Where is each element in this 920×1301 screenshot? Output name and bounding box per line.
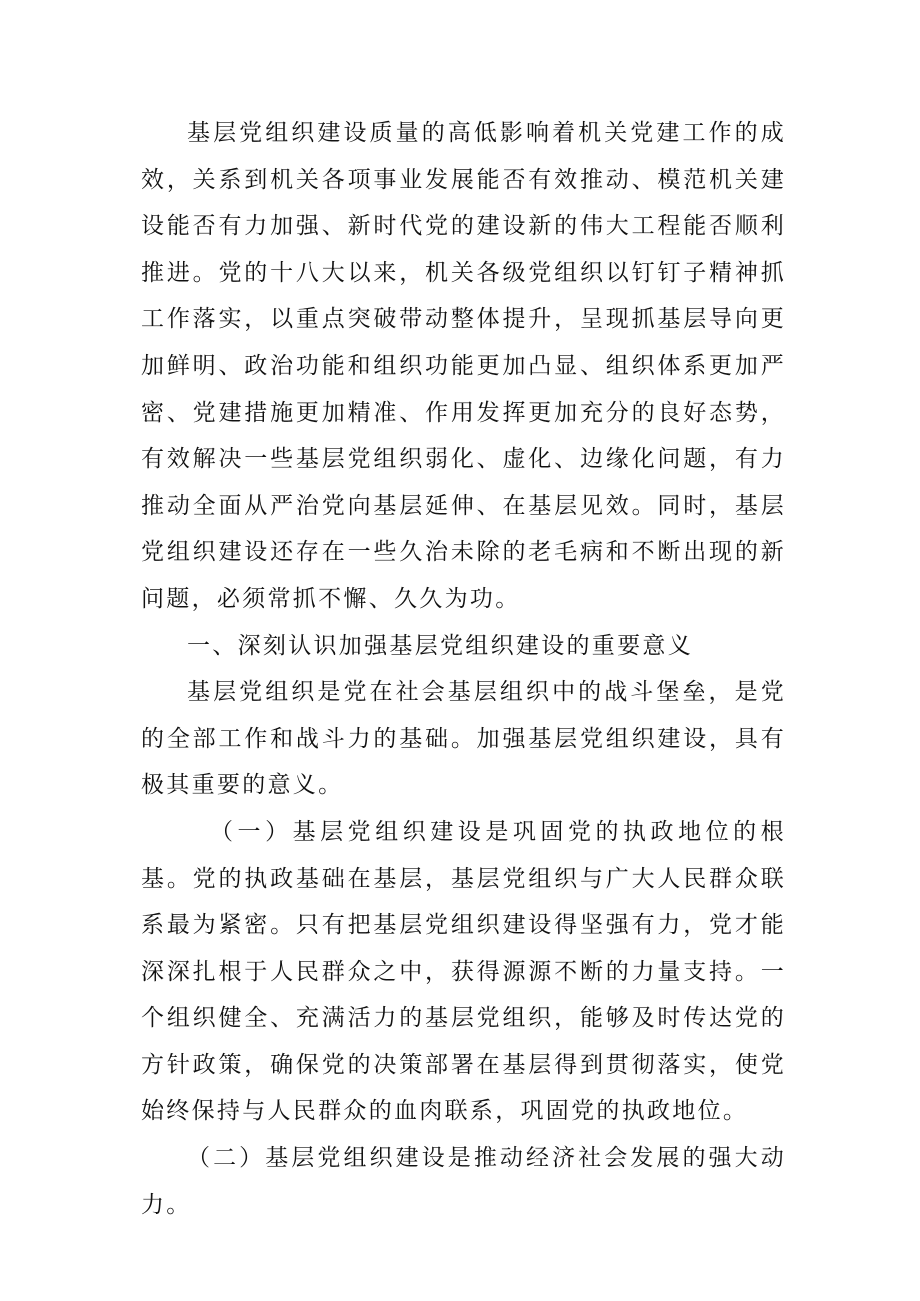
document-body <box>141 110 786 1228</box>
paragraph-significance: 基层党组织是党在社会基层组织中的战斗堡垒，是党的全部工作和战斗力的基础。加强基层党组织建设，具有极其重要的意义。 <box>141 679 786 799</box>
section-heading-1: 一、深刻认识加强基层党组织建设的重要意义 <box>187 632 693 659</box>
paragraph-intro: 基层党组织建设质量的高低影响着机关党建工作的成效，关系到机关各项事业发展能否有效推动、模范机关建设能否有力加强、新时代党的建设新的伟大工程能否顺利推进。党的十八大以来，机关各级党组织以钉钉子精神抓工作落实，以重点突破带动整体提升，呈现抓基层导向更加鲜明、政治功能和组织功能更加凸显、组织体系更加严密、党建措施更加精准、作用发挥更加充分的良好态势，有效解决一些基层党组织弱化、虚化、边缘化问题，有力推动全面从严治党向基层延伸、在基层见效。同时，基层党组织建设还存在一些久治未除的老毛病和不断出现的新问题，必须常抓不懈、久久为功。 <box>141 120 786 612</box>
paragraph-point-1: （一）基层党组织建设是巩固党的执政地位的根基。党的执政基础在基层，基层党组织与广大人民群众联系最为紧密。只有把基层党组织建设得坚强有力，党才能深深扎根于人民群众之中，获得源源不断的力量支持。一个组织健全、充满活力的基层党组织，能够及时传达党的方针政策，确保党的决策部署在基层得到贯彻落实，使党始终保持与人民群众的血肉联系，巩固党的执政地位。 <box>141 818 786 1125</box>
paragraph-point-2: （二）基层党组织建设是推动经济社会发展的强大动力。 <box>141 1145 786 1218</box>
